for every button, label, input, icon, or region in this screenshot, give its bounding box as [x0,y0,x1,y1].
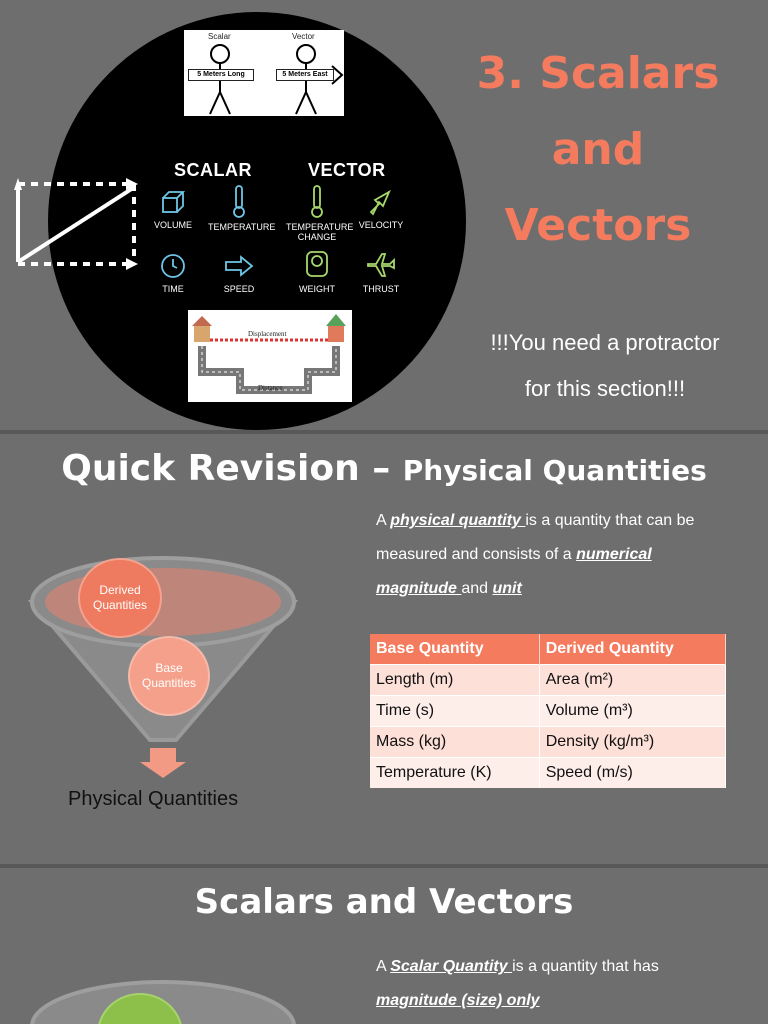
title-line-1: 3. Scalars [476,48,720,99]
para-term: physical quantity [390,512,526,529]
protractor-note-line-1: !!!You need a protractor [490,330,720,355]
derived-quantity-header: Derived Quantity [539,634,725,664]
heading-main: Quick Revision – [61,448,403,489]
volume-item [142,188,204,230]
distance-displacement-panel [188,310,352,402]
para-text: and [461,580,493,597]
base-quantities-bubble: Base Quantities [128,636,210,716]
displacement-label: Displacement [248,330,287,338]
slide-quick-revision [0,434,768,864]
physical-quantity-definition [376,504,736,606]
table-header-row [370,634,726,664]
temperature-change-label: TEMPERATURE CHANGE [286,222,354,242]
cube-icon [159,188,187,216]
arrow-icon [367,188,395,216]
para-term: Scalar Quantity [390,958,513,975]
thermometer-icon [307,184,327,218]
scalar-figure-label: Scalar [208,32,231,41]
para-term: numerical magnitude [376,546,652,597]
scalar-header: SCALAR [174,160,252,180]
thrust-item [350,250,412,294]
table-row [370,695,726,726]
para-text: is a quantity that can be measured and consists of a [376,512,695,563]
table-row [370,664,726,695]
derived-cell: Area (m²) [539,664,725,695]
temperature-label: TEMPERATURE [208,222,276,232]
speed-item [208,252,270,294]
para-term: unit [492,580,522,597]
temperature-change-item [286,184,354,242]
base-cell: Temperature (K) [370,757,539,788]
funnel-top-partial [20,974,320,1024]
base-cell: Time (s) [370,695,539,726]
para-text: A [376,958,391,975]
vector-triangle-diagram [8,176,148,276]
title-line-3: Vectors [504,200,692,251]
slide-heading [0,448,768,489]
weight-label: WEIGHT [299,284,335,294]
para-term: magnitude (size) only [376,992,540,1009]
vector-figure-label: Vector [292,32,315,41]
derived-cell: Density (kg/m³) [539,726,725,757]
velocity-item [350,188,412,230]
distance-label: Distance [258,384,283,392]
para-text: A [376,512,391,529]
derived-cell: Speed (m/s) [539,757,725,788]
time-label: TIME [162,284,184,294]
velocity-label: VELOCITY [358,220,404,230]
heading-sub: Physical Quantities [402,454,707,487]
plane-icon [366,250,396,280]
base-quantity-header: Base Quantity [370,634,539,664]
slide-scalars-and-vectors [0,868,768,1024]
table-row [370,757,726,788]
temperature-item [208,184,276,232]
table-row [370,726,726,757]
slide-title [470,36,726,264]
scale-icon [303,248,331,280]
protractor-note-line-2: for this section!!! [524,376,686,401]
scalar-definition [376,950,736,1018]
vector-header: VECTOR [308,160,386,180]
funnel-caption: Physical Quantities [68,788,239,810]
base-cell: Length (m) [370,664,539,695]
derived-cell: Volume (m³) [539,695,725,726]
clock-icon [159,252,187,280]
title-line-2: and [551,124,645,175]
quantities-table [370,634,726,788]
time-item [142,252,204,294]
slide-heading: Scalars and Vectors [194,882,574,922]
thrust-label: THRUST [362,284,400,294]
base-cell: Mass (kg) [370,726,539,757]
derived-quantities-bubble: Derived Quantities [78,558,162,638]
speed-label: SPEED [223,284,255,294]
scalar-vector-figure-panel [184,30,344,116]
scalar-sign: 5 Meters Long [188,69,254,81]
arrow-icon [223,252,255,280]
volume-label: VOLUME [153,220,192,230]
slide-scalars-vectors-title [0,0,768,430]
weight-item [286,248,348,294]
vector-sign: 5 Meters East [276,69,334,81]
para-text: is a quantity that has [512,958,659,975]
thermometer-icon [229,184,249,218]
